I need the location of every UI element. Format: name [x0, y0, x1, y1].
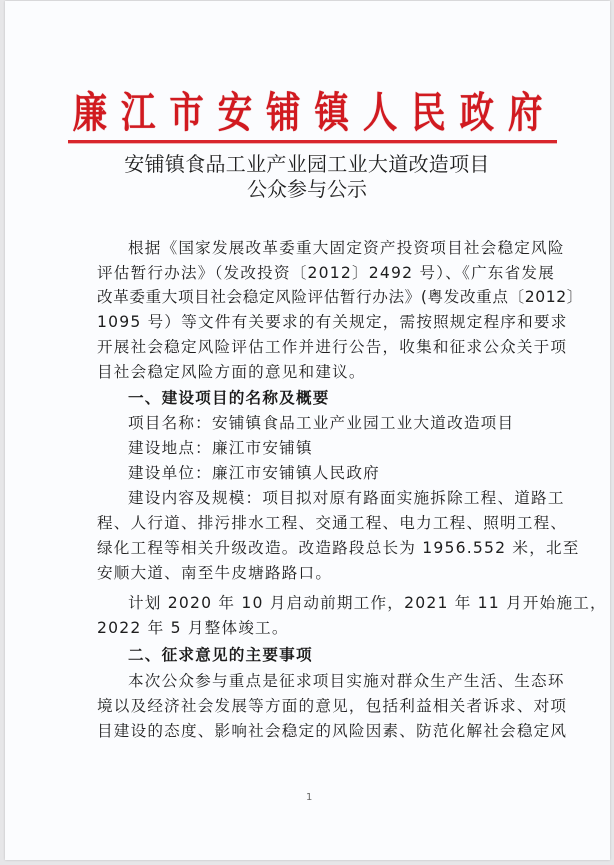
- section2-line: 目建设的态度、影响社会稳定的风险因素、防范化解社会稳定风: [97, 722, 568, 740]
- section2-line: 本次公众参与重点是征求项目实施对群众生产生活、生态环: [128, 672, 565, 690]
- schedule-line: 2022 年 5 月整体竣工。: [97, 619, 289, 637]
- page-number: 1: [306, 792, 313, 803]
- section2-line: 境以及经济社会发展等方面的意见，包括利益相关者诉求、对项: [97, 697, 568, 715]
- scope-line: 安顺大道、南至牛皮塘路路口。: [97, 564, 333, 582]
- project-location-line: 建设地点：廉江市安铺镇: [128, 439, 313, 457]
- intro-line: 目社会稳定风险方面的意见和建议。: [97, 363, 366, 381]
- scope-line: 程、人行道、排污排水工程、交通工程、电力工程、照明工程、: [97, 514, 568, 532]
- intro-line: 根据《国家发展改革委重大固定资产投资项目社会稳定风险: [128, 239, 565, 257]
- section-heading-2: 二、征求意见的主要事项: [128, 646, 313, 664]
- red-divider-rule: [68, 140, 557, 143]
- project-builder-line: 建设单位：廉江市安铺镇人民政府: [128, 464, 380, 482]
- intro-line: 改革委重大项目社会稳定风险评估暂行办法》(粤发改重点〔2012〕: [97, 288, 583, 306]
- intro-line: 评估暂行办法》（发改投资〔2012〕2492 号）、《广东省发展: [97, 264, 555, 282]
- intro-line: 1095 号）等文件有关要求的有关规定，需按照规定程序和要求: [97, 313, 568, 331]
- document-title-line-1: 安铺镇食品工业产业园工业大道改造项目: [124, 152, 490, 176]
- scope-line: 绿化工程等相关升级改造。改造路段总长为 1956.552 米，北至: [97, 539, 580, 557]
- section-heading-1: 一、建设项目的名称及概要: [128, 389, 330, 407]
- document-title-line-2: 公众参与公示: [247, 177, 367, 201]
- intro-line: 开展社会稳定风险评估工作并进行公告，收集和征求公众关于项: [97, 338, 568, 356]
- project-name-line: 项目名称：安铺镇食品工业产业园工业大道改造项目: [128, 414, 515, 432]
- organization-header: 廉江市安铺镇人民政府: [72, 88, 557, 137]
- schedule-line: 计划 2020 年 10 月启动前期工作，2021 年 11 月开始施工，: [128, 594, 607, 612]
- scope-line: 建设内容及规模：项目拟对原有路面实施拆除工程、道路工: [128, 489, 565, 507]
